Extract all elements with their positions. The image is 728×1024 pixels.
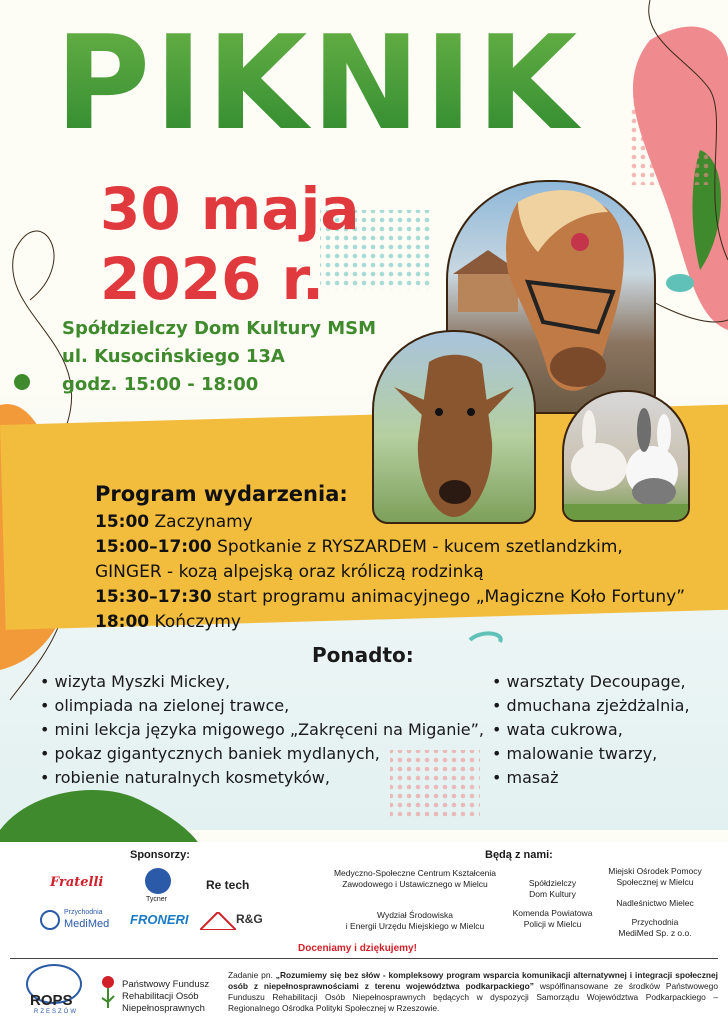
rops-city: RZESZÓW (34, 1009, 78, 1015)
partner-mops: Miejski Ośrodek Pomocy Społecznej w Mielcu (608, 866, 702, 887)
rg-triangle-icon (200, 912, 236, 930)
program-item: 18:00 Kończymy (95, 612, 241, 632)
list-item: • masaż (492, 766, 690, 790)
tycner-logo: Tycner (146, 896, 168, 903)
venue-address: ul. Kusocińskiego 13A (62, 346, 285, 367)
partner-przychodnia: Przychodnia MediMed Sp. z o.o. (618, 917, 692, 938)
venue-name: Spółdzielczy Dom Kultury MSM (62, 318, 376, 339)
footer-divider (10, 958, 718, 959)
pfron-name: Państwowy Fundusz Rehabilitacji Osób Niepełnosprawnych (122, 979, 210, 1014)
fratelli-logo: Fratelli (50, 875, 104, 890)
thanks-text: Doceniamy i dziękujemy! (298, 943, 417, 954)
attractions-list-right (492, 670, 690, 790)
event-hours: godz. 15:00 - 18:00 (62, 374, 259, 395)
list-item: • malowanie twarzy, (492, 742, 690, 766)
pfron-flower-icon (98, 974, 118, 1010)
event-date-year: 2026 r. (100, 245, 324, 313)
goat-icon (374, 332, 534, 522)
medimed-icon (40, 910, 60, 930)
froneri-logo: FRONERI (130, 912, 189, 927)
program-item: 15:00–17:00 Spotkanie z RYSZARDEM - kucem szetlandzkim, (95, 537, 623, 557)
attractions-list-left (40, 670, 484, 790)
list-item: • mini lekcja języka migowego „Zakręceni na Miganie”, (40, 718, 484, 742)
partner-nadlesnictwo: Nadleśnictwo Mielec (616, 898, 694, 908)
rectech-logo: Re tech (206, 878, 250, 892)
list-item: • dmuchana zjeżdżalnia, (492, 694, 690, 718)
rabbit-icon (564, 392, 688, 520)
rg-logo: R&G (236, 912, 263, 926)
partner-sdk: Spółdzielczy Dom Kultury (528, 878, 577, 899)
list-item: • wizyta Myszki Mickey, (40, 670, 484, 694)
rabbits-photo (562, 390, 690, 522)
list-item: • olimpiada na zielonej trawce, (40, 694, 484, 718)
partner-urzad: Wydział Środowiska i Energii Urzędu Miejskiego w Mielcu (345, 910, 485, 931)
list-item: • wata cukrowa, (492, 718, 690, 742)
list-item: • pokaz gigantycznych baniek mydlanych, (40, 742, 484, 766)
event-date-day: 30 maja (100, 175, 360, 243)
list-item: • warsztaty Decoupage, (492, 670, 690, 694)
tycner-icon (145, 868, 171, 894)
goat-photo (372, 330, 536, 524)
medimed-logo: MediMed (64, 918, 110, 930)
partner-policja: Komenda Powiatowa Policji w Mielcu (512, 908, 593, 929)
program-heading: Program wydarzenia: (95, 482, 348, 506)
program-item: 15:00 Zaczynamy (95, 512, 253, 532)
partner-msck: Medyczno-Społeczne Centrum Kształcenia Zawodowego i Ustawicznego w Mielcu (333, 868, 497, 889)
partners-heading: Będą z nami: (485, 849, 553, 861)
ponadto-heading: Ponadto: (312, 643, 414, 667)
funding-note: Zadanie pn. „Rozumiemy się bez słów - kompleksowy program wsparcia komunikacji alternatywnej i integracji społecznej osób z niepełnosprawnościami z terenu województwa podkarpackiego” współfinansowane ze środków Państwowego Funduszu Rehabilitacji Osób Niepełnosprawnych będących w dyspozycji Samorządu Województwa Podkarpackiego – Regionalnego Ośrodka Polityki Społecznej w Rzeszowie. (228, 970, 718, 1013)
rops-logo: ROPS (30, 992, 73, 1009)
sponsors-heading: Sponsorzy: (130, 849, 190, 861)
program-item: 15:30–17:30 start programu animacyjnego „Magiczne Koło Fortuny” (95, 587, 686, 607)
event-title: PIKNIK (55, 7, 582, 159)
program-item: GINGER - kozą alpejską oraz króliczą rodzinką (95, 562, 484, 582)
medimed-sub: Przychodnia (64, 909, 103, 916)
list-item: • robienie naturalnych kosmetyków, (40, 766, 484, 790)
